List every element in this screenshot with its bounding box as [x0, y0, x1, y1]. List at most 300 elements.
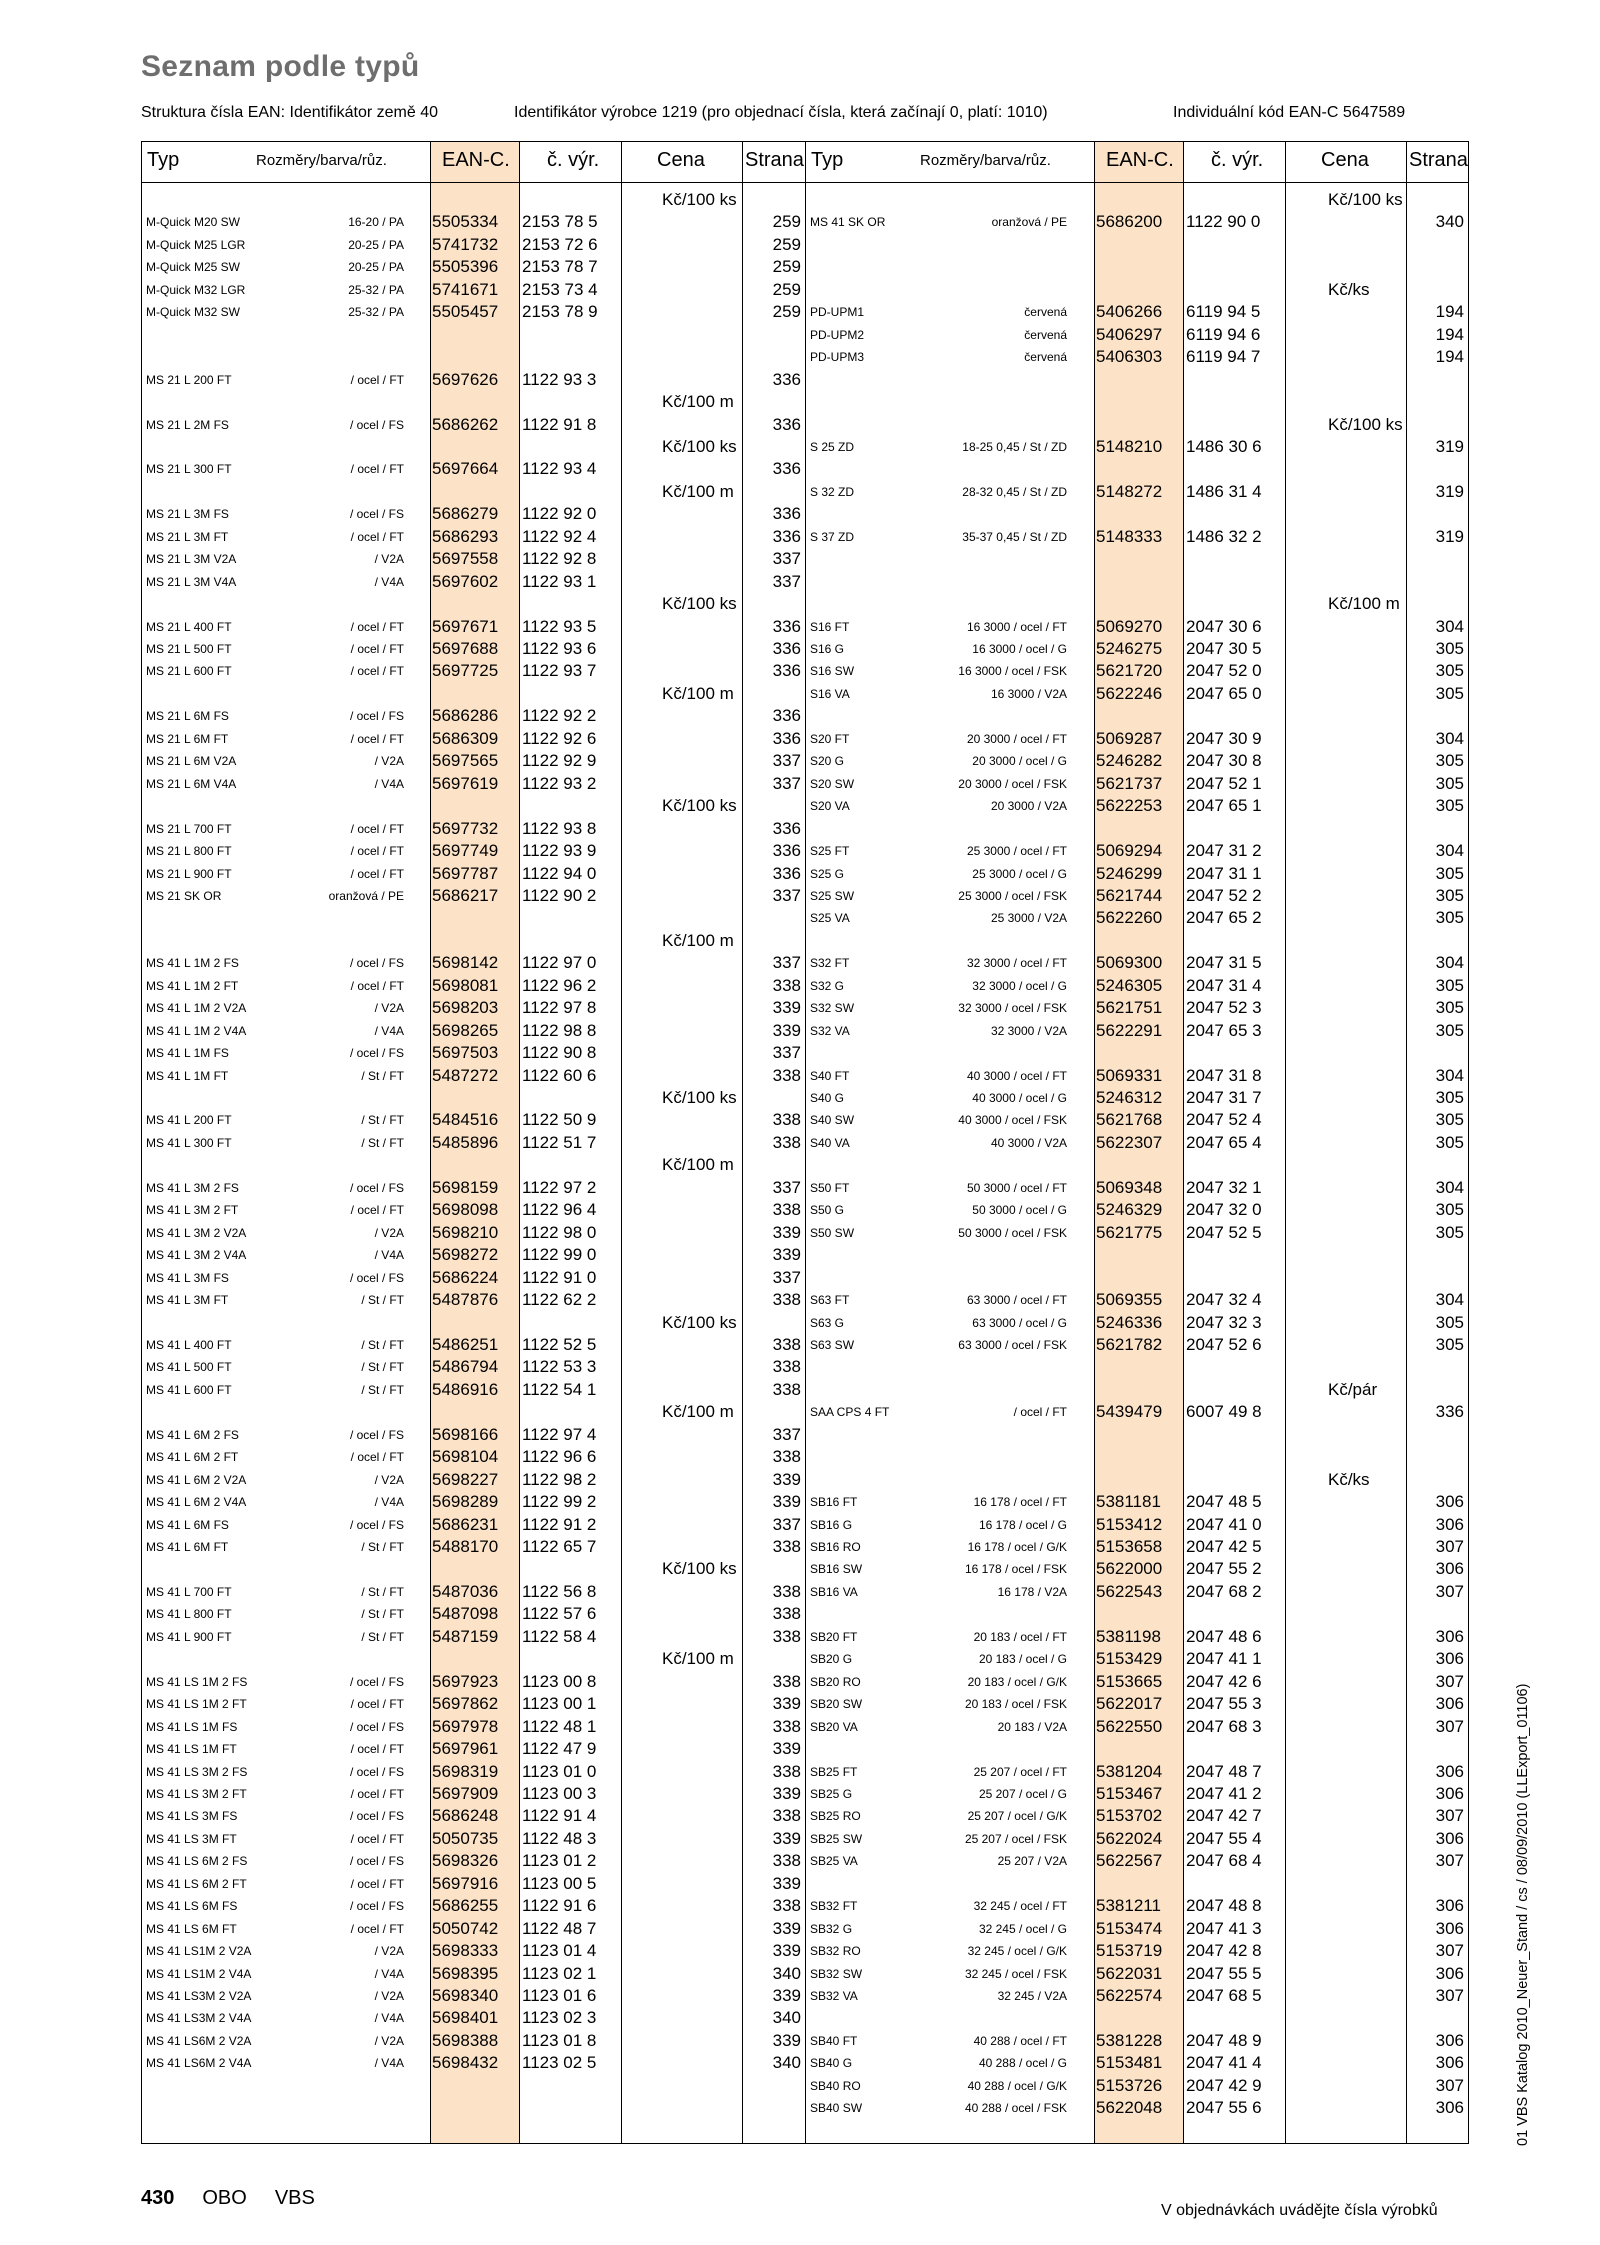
item-number-cell: 2047 42 7: [1186, 1806, 1262, 1826]
page-cell: 319: [1435, 526, 1464, 546]
price-unit-row: [806, 1379, 1468, 1401]
header-cislo: č. výr.: [547, 149, 600, 171]
item-number-cell: 1122 96 4: [522, 1200, 597, 1220]
type-cell: MS 41 L 1M 2 FS: [146, 956, 239, 971]
ean-cell: 5741671: [432, 279, 499, 299]
ean-cell: 5487876: [432, 1290, 499, 1310]
table-row: [806, 1334, 1468, 1356]
type-cell: S20 SW: [810, 776, 855, 791]
page-cell: 337: [772, 1177, 801, 1197]
ean-cell: 5406266: [1096, 302, 1163, 322]
item-number-cell: 2047 48 9: [1186, 2030, 1262, 2050]
page-cell: 305: [1435, 908, 1464, 928]
table-row: [142, 234, 805, 256]
type-cell: MS 41 LS 6M FS: [146, 1899, 238, 1914]
page-cell: 336: [772, 459, 801, 479]
type-cell: MS 21 L 3M FT: [146, 529, 229, 544]
item-number-cell: 1122 91 6: [522, 1896, 597, 1916]
page-cell: 319: [1435, 481, 1464, 501]
item-number-cell: 1122 96 6: [522, 1447, 597, 1467]
ean-cell: 5698340: [432, 1986, 499, 2005]
type-cell: PD-UPM2: [810, 327, 865, 342]
ean-cell: 5697565: [432, 751, 499, 771]
type-cell: MS 41 LS 3M 2 FT: [146, 1786, 247, 1801]
type-cell: MS 41 L 300 FT: [146, 1135, 232, 1150]
ean-cell: 5698203: [432, 998, 499, 1018]
price-unit-row: [806, 593, 1468, 615]
dimension-cell: / V2A: [374, 2033, 404, 2048]
dimension-cell: 32 3000 / ocel / G: [972, 978, 1067, 993]
price-unit-row: [806, 414, 1468, 436]
dimension-cell: oranžová / PE: [991, 215, 1067, 230]
dimension-cell: / ocel / FT: [350, 978, 404, 993]
dimension-cell: / V2A: [374, 1472, 404, 1487]
page-cell: 339: [772, 1694, 801, 1714]
page-cell: 304: [1435, 1177, 1464, 1197]
dimension-cell: / ocel / FS: [349, 956, 404, 971]
table-row: [806, 728, 1468, 750]
dimension-cell: 32 245 / ocel / G/K: [967, 1944, 1067, 1959]
page-cell: 337: [772, 885, 801, 905]
item-number-cell: 1122 52 5: [522, 1334, 597, 1354]
type-cell: SB40 FT: [810, 2033, 858, 2048]
table-row: [806, 907, 1468, 929]
ean-cell: 5686231: [432, 1514, 499, 1534]
item-number-cell: 1123 01 8: [522, 2030, 597, 2050]
item-number-cell: 2153 78 9: [522, 302, 598, 322]
item-number-cell: 2047 42 9: [1186, 2075, 1262, 2095]
type-cell: S20 VA: [810, 799, 850, 814]
dimension-cell: / ocel / FS: [349, 1674, 404, 1689]
dimension-cell: / St / FT: [361, 1382, 404, 1397]
price-unit: Kč/100 m: [662, 1155, 734, 1175]
dimension-cell: / ocel / FS: [349, 417, 404, 432]
type-cell: MS 41 L 6M 2 V2A: [146, 1472, 247, 1487]
type-cell: SB25 FT: [810, 1764, 858, 1779]
item-number-cell: 2047 68 4: [1186, 1851, 1262, 1871]
type-cell: MS 41 L 900 FT: [146, 1629, 232, 1644]
table-row: [142, 1873, 805, 1895]
price-unit-row: [142, 481, 805, 503]
page-cell: 306: [1435, 1492, 1464, 1512]
page-cell: 259: [772, 234, 801, 254]
table-row: [142, 1738, 805, 1760]
header-cislo: č. výr.: [1211, 149, 1264, 171]
page-cell: 304: [1435, 1290, 1464, 1310]
rows-right: [806, 183, 1468, 2143]
item-number-cell: 2047 65 3: [1186, 1020, 1262, 1040]
type-cell: S63 G: [810, 1315, 845, 1330]
ean-cell: 5050735: [432, 1828, 499, 1848]
ean-cell: 5698289: [432, 1492, 499, 1512]
ean-cell: 5621720: [1096, 661, 1163, 681]
item-number-cell: 2047 41 2: [1186, 1783, 1262, 1803]
dimension-cell: 25 3000 / ocel / G: [972, 866, 1067, 881]
page-cell: 306: [1435, 2030, 1464, 2050]
dimension-cell: / St / FT: [361, 1293, 404, 1308]
table-header: [806, 142, 1468, 183]
item-number-cell: 1122 93 9: [522, 841, 597, 861]
type-cell: MS 41 LS1M 2 V2A: [146, 1944, 252, 1959]
type-cell: PD-UPM1: [810, 305, 865, 320]
table-row: [142, 1514, 805, 1536]
type-cell: S20 G: [810, 754, 845, 769]
page-cell: 337: [772, 953, 801, 973]
ean-cell: 5153429: [1096, 1649, 1163, 1669]
ean-cell: 5698319: [432, 1761, 499, 1781]
type-cell: MS 41 L 3M FS: [146, 1270, 229, 1285]
table-row: [806, 1109, 1468, 1131]
type-cell: SB32 RO: [810, 1944, 861, 1959]
dimension-cell: 16 178 / V2A: [997, 1584, 1067, 1599]
item-number-cell: 1122 91 8: [522, 414, 597, 434]
ean-cell: 5148210: [1096, 436, 1163, 456]
ean-cell: 5153702: [1096, 1806, 1163, 1826]
item-number-cell: 2047 55 4: [1186, 1828, 1262, 1848]
page-cell: 338: [772, 1716, 801, 1736]
type-cell: S25 FT: [810, 844, 850, 859]
page-cell: 306: [1435, 1649, 1464, 1669]
dimension-cell: / ocel / FT: [350, 1831, 404, 1846]
ean-cell: 5069348: [1096, 1177, 1163, 1197]
ean-cell: 5069331: [1096, 1065, 1163, 1085]
type-cell: MS 41 SK OR: [810, 215, 886, 230]
page-cell: 336: [772, 728, 801, 748]
table-row: [142, 503, 805, 525]
table-row: [806, 1401, 1468, 1423]
brand-obo: OBO: [202, 2187, 247, 2209]
type-cell: MS 41 L 1M 2 FT: [146, 978, 239, 993]
ean-cell: 5622567: [1096, 1851, 1163, 1871]
table-row: [806, 1312, 1468, 1334]
dimension-cell: 40 3000 / ocel / FSK: [958, 1113, 1067, 1128]
ean-cell: 5686217: [432, 885, 499, 905]
price-unit-row: [142, 1312, 805, 1334]
table-row: [806, 997, 1468, 1019]
price-unit: Kč/100 m: [662, 481, 734, 501]
item-number-cell: 2047 55 5: [1186, 1963, 1262, 1983]
page-cell: 336: [772, 616, 801, 636]
dimension-cell: / ocel / FS: [349, 1899, 404, 1914]
dimension-cell: / ocel / FT: [350, 619, 404, 634]
dimension-cell: / V4A: [374, 776, 404, 791]
ean-cell: 5069355: [1096, 1290, 1163, 1310]
dimension-cell: / V4A: [374, 1966, 404, 1981]
item-number-cell: 1123 01 2: [522, 1851, 597, 1871]
table-row: [806, 885, 1468, 907]
table-row: [806, 1558, 1468, 1580]
ean-cell: 5246299: [1096, 863, 1163, 883]
dimension-cell: / ocel / FT: [350, 642, 404, 656]
page-cell: 259: [772, 302, 801, 322]
table-row: [142, 1065, 805, 1087]
page-cell: 338: [772, 1110, 801, 1130]
ean-cell: 5622543: [1096, 1581, 1163, 1601]
item-number-cell: 6119 94 5: [1186, 302, 1261, 322]
type-cell: MS 41 L 3M 2 V4A: [146, 1248, 247, 1263]
table-row: [142, 1289, 805, 1311]
item-number-cell: 2047 52 6: [1186, 1334, 1262, 1354]
item-number-cell: 6119 94 7: [1186, 347, 1261, 367]
page-cell: 305: [1435, 639, 1464, 658]
item-number-cell: 1122 93 3: [522, 369, 597, 389]
page-cell: 338: [772, 1357, 801, 1377]
dimension-cell: 20 183 / ocel / G: [978, 1652, 1067, 1667]
dimension-cell: 16 3000 / ocel / G: [972, 642, 1067, 656]
item-number-cell: 2047 52 5: [1186, 1222, 1262, 1242]
page-cell: 306: [1435, 1761, 1464, 1781]
page-cell: 340: [772, 2053, 801, 2073]
page-cell: 339: [772, 998, 801, 1018]
table-row: [142, 548, 805, 570]
dimension-cell: 20 3000 / ocel / FSK: [958, 776, 1067, 791]
price-unit: Kč/100 m: [662, 1402, 734, 1422]
table-row: [142, 211, 805, 233]
table-row: [806, 1671, 1468, 1693]
page-cell: 306: [1435, 1514, 1464, 1534]
ean-cell: 5487098: [432, 1604, 499, 1624]
type-cell: S16 VA: [810, 686, 850, 701]
type-cell: MS 41 L 500 FT: [146, 1360, 232, 1375]
type-cell: SB16 VA: [810, 1584, 858, 1599]
table-row: [806, 1491, 1468, 1513]
table-row: [806, 1536, 1468, 1558]
page-cell: 259: [772, 212, 801, 232]
page-cell: 307: [1435, 1941, 1464, 1961]
ean-cell: 5697626: [432, 369, 499, 389]
table-row: [142, 1267, 805, 1289]
dimension-cell: / ocel / FT: [350, 844, 404, 859]
ean-cell: 5487159: [432, 1626, 499, 1646]
page-cell: 340: [772, 1963, 801, 1983]
table-row: [806, 211, 1468, 233]
table-row: [142, 1244, 805, 1266]
dimension-cell: 16-20 / PA: [348, 215, 404, 230]
type-cell: MS 41 L 1M 2 V4A: [146, 1023, 247, 1038]
ean-cell: 5698098: [432, 1200, 499, 1220]
price-unit: Kč/100 ks: [662, 1559, 737, 1579]
price-unit: Kč/100 ks: [662, 1312, 737, 1332]
item-number-cell: 2047 55 2: [1186, 1559, 1262, 1579]
dimension-cell: 32 3000 / V2A: [990, 1023, 1067, 1038]
page-cell: 338: [772, 975, 801, 995]
item-number-cell: 2047 31 4: [1186, 975, 1262, 995]
ean-cell: 5622307: [1096, 1132, 1163, 1152]
table-row: [142, 1671, 805, 1693]
price-unit: Kč/100 ks: [1328, 190, 1403, 209]
dimension-cell: 32 245 / ocel / FSK: [964, 1966, 1067, 1981]
page-cell: 337: [772, 1043, 801, 1063]
table-row: [142, 1469, 805, 1491]
ean-cell: 5698265: [432, 1020, 499, 1040]
item-number-cell: 1122 97 8: [522, 998, 597, 1018]
table-row: [142, 1356, 805, 1378]
item-number-cell: 1123 01 6: [522, 1986, 597, 2005]
ean-cell: 5488170: [432, 1537, 499, 1556]
page-cell: 340: [1435, 212, 1464, 232]
ean-cell: 5153467: [1096, 1783, 1163, 1803]
type-cell: S40 FT: [810, 1068, 850, 1083]
ean-cell: 5697664: [432, 459, 499, 479]
page-cell: 337: [772, 1514, 801, 1534]
price-unit-row: [142, 1648, 805, 1670]
type-cell: MS 41 L 6M 2 FT: [146, 1450, 239, 1465]
header-strana: Strana: [745, 149, 804, 171]
item-number-cell: 2047 52 1: [1186, 773, 1262, 793]
item-number-cell: 1123 01 0: [522, 1761, 597, 1781]
type-cell: MS 41 L 3M FT: [146, 1293, 229, 1308]
table-row: [806, 1895, 1468, 1917]
ean-cell: 5246336: [1096, 1312, 1163, 1332]
page-cell: 336: [772, 526, 801, 546]
table-row: [142, 975, 805, 997]
table-row: [142, 1783, 805, 1805]
dimension-cell: 20 183 / ocel / FT: [973, 1629, 1067, 1644]
ean-cell: 5622291: [1096, 1020, 1163, 1040]
table-row: [142, 1222, 805, 1244]
table-row: [806, 840, 1468, 862]
ean-cell: 5698272: [432, 1245, 499, 1265]
item-number-cell: 2047 32 0: [1186, 1200, 1262, 1220]
type-cell: MS 41 L 6M 2 FS: [146, 1427, 239, 1442]
ean-cell: 5622246: [1096, 683, 1163, 703]
type-cell: MS 21 L 3M V4A: [146, 574, 237, 589]
ean-cell: 5686286: [432, 706, 499, 726]
price-unit-row: [142, 1401, 805, 1423]
ean-cell: 5686293: [432, 526, 499, 546]
page-cell: 307: [1435, 1986, 1464, 2005]
type-cell: MS 41 L 3M 2 FT: [146, 1203, 239, 1218]
item-number-cell: 2153 78 7: [522, 257, 598, 277]
item-number-cell: 1122 98 8: [522, 1020, 597, 1040]
item-number-cell: 2047 41 0: [1186, 1514, 1262, 1534]
item-number-cell: 1122 93 4: [522, 459, 597, 479]
ean-cell: 5622024: [1096, 1828, 1163, 1848]
page-cell: 336: [772, 706, 801, 726]
page-cell: 307: [1435, 1716, 1464, 1736]
table-row: [142, 863, 805, 885]
item-number-cell: 1122 90 0: [1186, 212, 1261, 232]
dimension-cell: / ocel / FT: [350, 821, 404, 836]
page-cell: 336: [772, 841, 801, 861]
table-row: [806, 324, 1468, 346]
table-row: [142, 952, 805, 974]
ean-cell: 5050742: [432, 1918, 499, 1938]
dimension-cell: 16 3000 / ocel / FSK: [958, 664, 1067, 679]
rows-left: [142, 183, 805, 2143]
dimension-cell: / ocel / FT: [350, 1921, 404, 1936]
page-cell: 337: [772, 1424, 801, 1444]
table-row: [142, 1177, 805, 1199]
type-cell: S40 SW: [810, 1113, 855, 1128]
table-row: [142, 1491, 805, 1513]
item-number-cell: 1122 91 2: [522, 1514, 597, 1534]
type-cell: SB16 RO: [810, 1540, 861, 1554]
price-unit-row: [806, 1469, 1468, 1491]
ean-cell: 5406303: [1096, 347, 1163, 367]
page-cell: 338: [772, 1604, 801, 1624]
price-unit-row: [142, 391, 805, 413]
dimension-cell: 25-32 / PA: [348, 305, 404, 320]
page-cell: 340: [772, 2008, 801, 2028]
dimension-cell: / St / FT: [361, 1113, 404, 1128]
type-cell: MS 21 L 6M FT: [146, 731, 229, 746]
price-unit: Kč/100 m: [662, 930, 734, 950]
type-cell: MS 41 LS 1M FS: [146, 1719, 238, 1734]
ean-cell: 5697688: [432, 639, 499, 658]
ean-cell: 5153658: [1096, 1537, 1163, 1556]
table-row: [142, 414, 805, 436]
ean-cell: 5148333: [1096, 526, 1163, 546]
type-cell: MS 41 L 800 FT: [146, 1607, 232, 1622]
type-cell: SB32 VA: [810, 1989, 858, 2003]
dimension-cell: 25 207 / ocel / FT: [973, 1764, 1067, 1779]
page-cell: 304: [1435, 616, 1464, 636]
table-row: [806, 1940, 1468, 1962]
ean-cell: 5484516: [432, 1110, 499, 1130]
ean-cell: 5246282: [1096, 751, 1163, 771]
type-cell: SB40 RO: [810, 2078, 861, 2093]
item-number-cell: 6119 94 6: [1186, 324, 1261, 344]
dimension-cell: 40 288 / ocel / FT: [973, 2033, 1067, 2048]
item-number-cell: 2153 73 4: [522, 279, 598, 299]
dimension-cell: 50 3000 / ocel / G: [972, 1203, 1067, 1218]
price-unit: Kč/100 m: [662, 683, 734, 703]
item-number-cell: 1122 98 2: [522, 1469, 597, 1489]
ean-cell: 5697749: [432, 841, 499, 861]
item-number-cell: 2047 52 4: [1186, 1110, 1262, 1130]
type-cell: SB25 G: [810, 1786, 853, 1801]
table-row: [142, 1895, 805, 1917]
item-number-cell: 2047 41 3: [1186, 1918, 1262, 1938]
table-row: [806, 1783, 1468, 1805]
table-row: [142, 1109, 805, 1131]
table-row: [806, 975, 1468, 997]
page-cell: 337: [772, 571, 801, 591]
price-unit: Kč/100 m: [1328, 594, 1400, 614]
page-cell: 336: [772, 818, 801, 838]
ean-cell: 5505457: [432, 302, 499, 322]
dimension-cell: 20 3000 / ocel / FT: [966, 731, 1067, 746]
dimension-cell: 25-32 / PA: [348, 282, 404, 297]
dimension-cell: 50 3000 / ocel / FSK: [958, 1225, 1067, 1240]
dimension-cell: 25 207 / ocel / G/K: [967, 1809, 1067, 1824]
table-row: [142, 301, 805, 323]
type-cell: MS 41 L 700 FT: [146, 1584, 232, 1599]
side-catalog-text: 01 VBS Katalog 2010_Neuer_Stand / cs / 08/09/2010 (LLExport_01106): [1515, 1683, 1531, 2146]
table-row: [142, 1940, 805, 1962]
type-cell: M-Quick M25 LGR: [146, 237, 246, 252]
table-row: [806, 1065, 1468, 1087]
ean-cell: 5153719: [1096, 1941, 1163, 1961]
item-number-cell: 1122 90 2: [522, 885, 597, 905]
item-number-cell: 1122 48 7: [522, 1918, 597, 1938]
price-unit: Kč/pár: [1328, 1379, 1378, 1399]
dimension-cell: / St / FT: [361, 1068, 404, 1083]
ean-cell: 5381181: [1096, 1492, 1161, 1512]
dimension-cell: / St / FT: [361, 1607, 404, 1622]
type-cell: MS 41 LS 3M FT: [146, 1831, 237, 1846]
type-cell: MS 41 LS 6M 2 FS: [146, 1854, 248, 1869]
table-row: [806, 1761, 1468, 1783]
item-number-cell: 2047 68 2: [1186, 1581, 1262, 1601]
page-cell: 305: [1435, 751, 1464, 771]
dimension-cell: / ocel / FT: [350, 1203, 404, 1218]
table-row: [806, 2075, 1468, 2097]
page-cell: 305: [1435, 1088, 1464, 1107]
ean-cell: 5381228: [1096, 2030, 1163, 2050]
page-cell: 305: [1435, 885, 1464, 905]
